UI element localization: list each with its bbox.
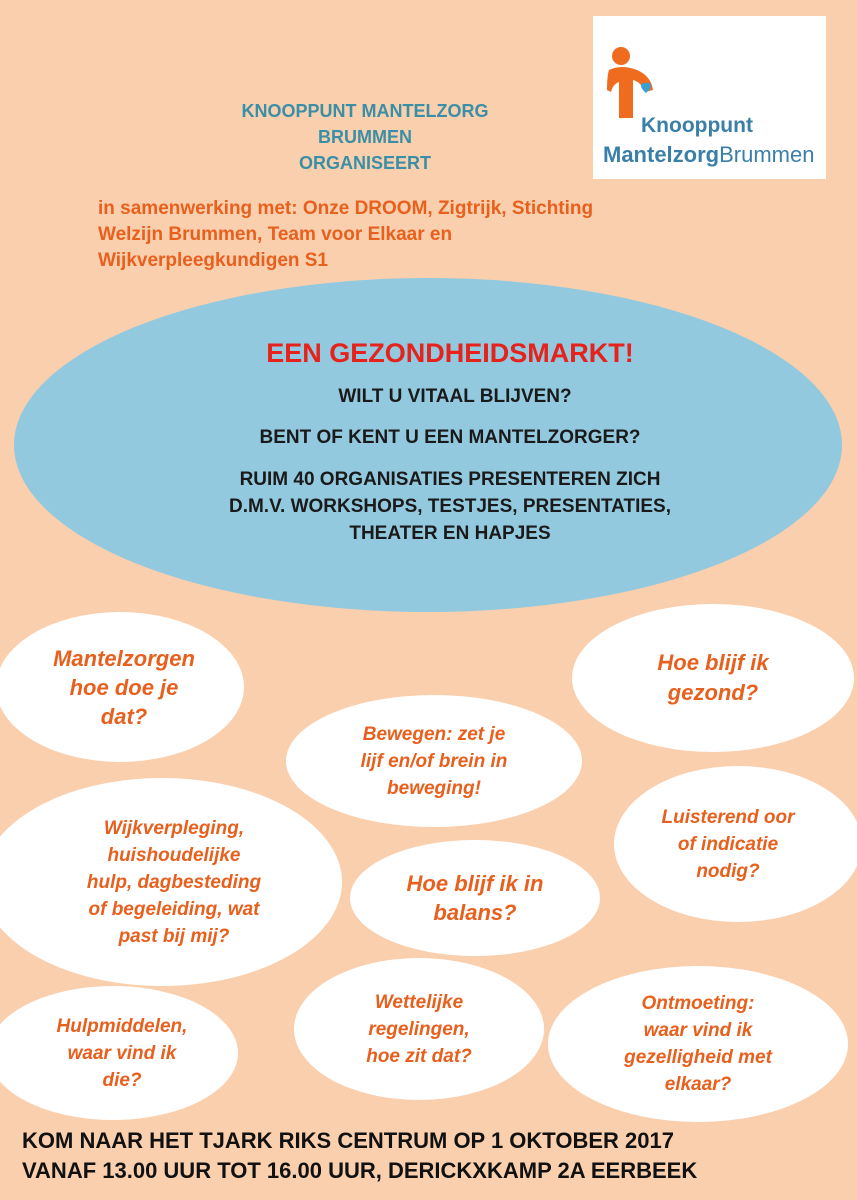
bubble-balans-line-1: Hoe blijf ik in <box>406 871 544 896</box>
bubble-mantelzorgen <box>0 612 244 762</box>
bubble-wijkverpleging-line-4: of begeleiding, wat <box>88 898 260 920</box>
logo-word-knooppunt: Knooppunt <box>641 114 753 137</box>
bubble-luisterend-line-3: nodig? <box>696 860 760 882</box>
question-vitaal: WILT U VITAAL BLIJVEN? <box>338 386 572 407</box>
bubble-hulpmiddelen-line-2: waar vind ik <box>67 1042 177 1064</box>
bubble-ontmoeting-line-2: waar vind ik <box>643 1020 753 1041</box>
bubble-hulpmiddelen <box>0 986 238 1120</box>
knooppunt-logo <box>593 16 826 179</box>
bubble-wettelijke-line-3: hoe zit dat? <box>366 1045 472 1067</box>
bubble-wettelijke <box>294 958 544 1100</box>
bubble-luisterend <box>614 766 857 922</box>
event-location-date: KOM NAAR HET TJARK RIKS CENTRUM OP 1 OKTOBER 2017 <box>22 1128 674 1153</box>
collaboration-line-1: in samenwerking met: Onze DROOM, Zigtrijk, Stichting <box>98 198 594 219</box>
collaboration-line-2: Welzijn Brummen, Team voor Elkaar en <box>98 224 453 245</box>
bubble-ontmoeting-line-3: gezelligheid met <box>624 1047 772 1068</box>
organisations-line-1: RUIM 40 ORGANISATIES PRESENTEREN ZICH <box>239 469 661 490</box>
bubble-bewegen-line-1: Bewegen: zet je <box>362 723 506 745</box>
collaboration-text <box>98 196 738 274</box>
bubble-gezond <box>572 604 854 752</box>
logo-word-line2 <box>603 144 814 166</box>
bubble-gezond-line-2: gezond? <box>667 680 759 705</box>
organizer-line-1: KNOOPPUNT MANTELZORG <box>241 101 489 121</box>
logo-word-mantelzorg: Mantelzorg <box>603 142 720 167</box>
organisations-line-2: D.M.V. WORKSHOPS, TESTJES, PRESENTATIES, <box>228 496 671 517</box>
bubble-wijkverpleging-line-1: Wijkverpleging, <box>103 817 245 839</box>
bubble-hulpmiddelen-line-1: Hulpmiddelen, <box>56 1015 188 1037</box>
event-time-address: VANAF 13.00 UUR TOT 16.00 UUR, DERICKXKAMP 2A EERBEEK <box>22 1158 698 1183</box>
bubble-luisterend-line-2: of indicatie <box>677 833 779 855</box>
organisations-line-3: THEATER EN HAPJES <box>349 523 551 544</box>
event-details <box>22 1126 842 1186</box>
event-title: EEN GEZONDHEIDSMARKT! <box>266 338 634 368</box>
logo-word-brummen: Brummen <box>719 142 815 167</box>
bubble-wettelijke-line-2: regelingen, <box>368 1018 470 1040</box>
bubble-mantelzorgen-line-1: Mantelzorgen <box>53 645 195 671</box>
collaboration-line-3: Wijkverpleegkundigen S1 <box>98 250 329 271</box>
bubble-gezond-line-1: Hoe blijf ik <box>657 650 769 675</box>
bubble-hulpmiddelen-line-3: die? <box>102 1069 142 1091</box>
bubble-wijkverpleging-line-2: huishoudelijke <box>107 844 241 866</box>
bubble-wijkverpleging-line-5: past bij mij? <box>118 925 230 947</box>
bubble-balans <box>350 840 600 956</box>
person-heart-icon <box>607 46 657 118</box>
bubble-mantelzorgen-line-3: dat? <box>100 703 148 729</box>
bubble-ontmoeting-line-4: elkaar? <box>664 1074 732 1095</box>
question-mantelzorger: BENT OF KENT U EEN MANTELZORGER? <box>259 427 641 448</box>
bubble-wijkverpleging-line-3: hulp, dagbesteding <box>86 871 262 893</box>
organizer-line-3: ORGANISEERT <box>298 153 431 173</box>
bubble-ontmoeting <box>548 966 848 1122</box>
bubble-bewegen-line-3: beweging! <box>387 777 481 799</box>
bubble-wijkverpleging <box>0 778 342 986</box>
bubble-bewegen-line-2: lijf en/of brein in <box>360 750 508 772</box>
bubble-wettelijke-line-1: Wettelijke <box>374 991 464 1013</box>
organizer-line-2: BRUMMEN <box>318 127 412 147</box>
organizer-heading <box>150 98 580 176</box>
bubble-mantelzorgen-line-2: hoe doe je <box>69 674 179 700</box>
bubble-luisterend-line-1: Luisterend oor <box>661 806 795 828</box>
organisations-text <box>110 466 790 547</box>
bubble-balans-line-2: balans? <box>433 900 517 925</box>
bubble-bewegen <box>286 695 582 827</box>
bubble-ontmoeting-line-1: Ontmoeting: <box>641 993 755 1014</box>
